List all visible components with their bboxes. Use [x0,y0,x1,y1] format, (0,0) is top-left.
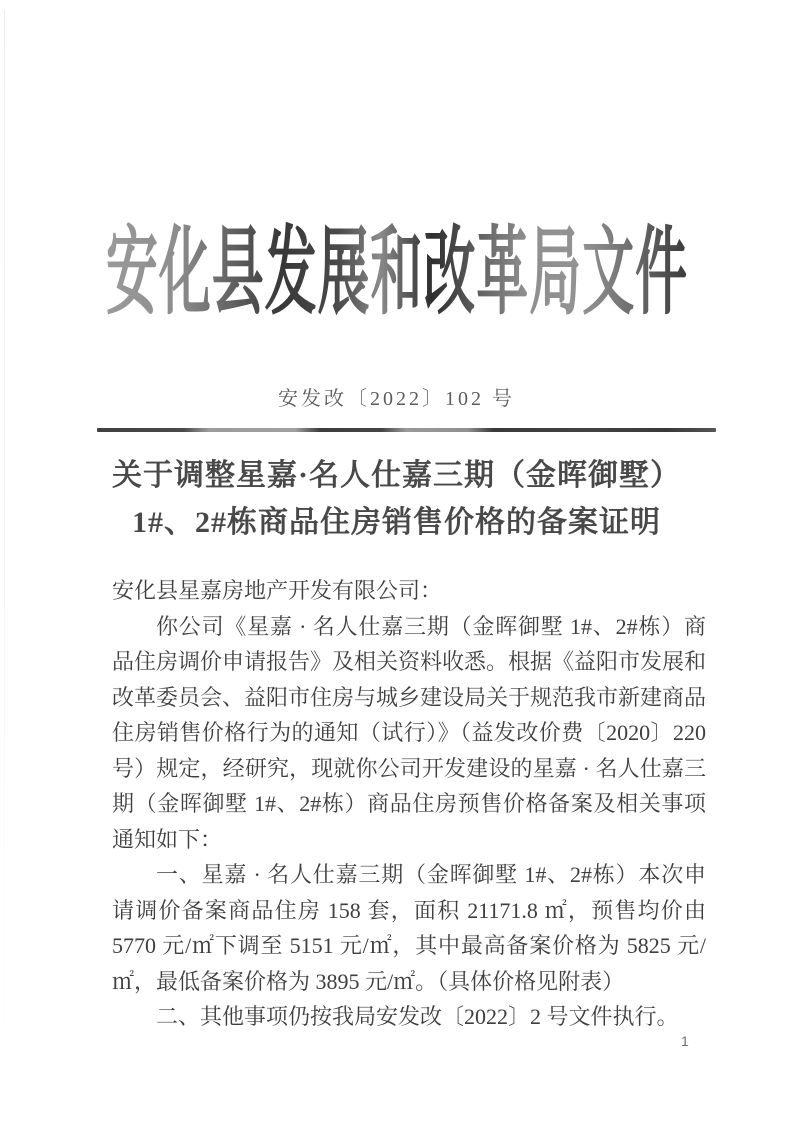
agency-header [0,218,793,328]
document-title-line1: 关于调整星嘉·名人仕嘉三期（金晖御墅） [111,459,681,492]
body-paragraph-2: 一、星嘉 · 名人仕嘉三期（金晖御墅 1#、2#栋）本次申请调价备案商品住房 158 套，面积 21171.8 ㎡，预售均价由 5770 元/㎡下调至 5151 元/㎡，其中最高备案价格为 5825 元/㎡，最低备案价格为 3895 元/㎡。（具体价格见附表） [112,862,706,994]
scan-edge-artifact [4,10,5,1121]
document-body [112,573,706,1035]
agency-header-title: 安化县发展和改革局文件 [105,218,687,328]
body-paragraph-3: 二、其他事项仍按我局安发改〔2022〕2 号文件执行。 [156,1004,679,1029]
document-title [0,452,793,546]
body-paragraph-1: 你公司《星嘉 · 名人仕嘉三期（金晖御墅 1#、2#栋）商品住房调价申请报告》及相关资料收悉。根据《益阳市发展和改革委员会、益阳市住房与城乡建设局关于规范我市新建商品住房销售价格行为的通知（试行）》（益发改价费〔2020〕220 号）规定，经研究，现就你公司开发建设的星嘉 · 名人仕嘉三期（金晖御墅 1#、2#栋）商品住房预售价格备案及相关事项通知如下： [112,613,707,852]
addressee-line: 安化县星嘉房地产开发有限公司： [112,578,443,603]
page-number: 1 [681,1033,689,1049]
document-number: 安发改〔2022〕102 号 [278,388,515,410]
document-title-line2: 1#、2#栋商品住房销售价格的备案证明 [132,506,661,539]
separator-rule [97,428,716,432]
